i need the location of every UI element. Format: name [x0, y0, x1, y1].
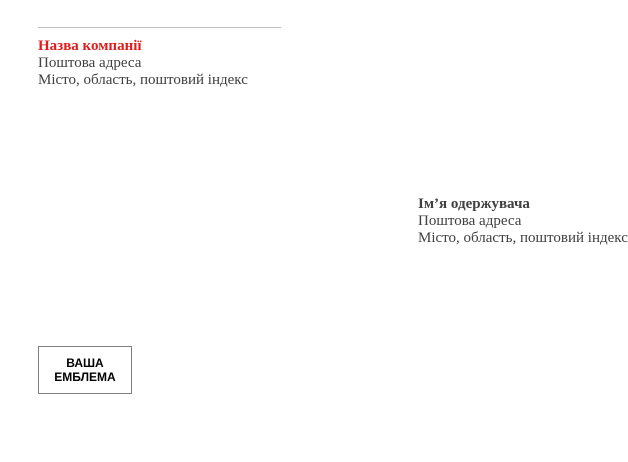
sender-postal-address: Поштова адреса [38, 55, 142, 71]
company-name: Назва компанії [38, 38, 142, 54]
sender-city-line: Місто, область, поштовий індекс [38, 72, 248, 88]
recipient-city-line: Місто, область, поштовий індекс [418, 230, 628, 246]
recipient-postal-address: Поштова адреса [418, 213, 522, 229]
recipient-name: Ім’я одержувача [418, 196, 530, 212]
header-divider [38, 27, 281, 28]
logo-text-line1: ВАША [66, 356, 104, 370]
logo-placeholder [38, 346, 132, 394]
recipient-address-block [418, 196, 628, 247]
sender-address-block [38, 38, 338, 89]
logo-text-line2: ЕМБЛЕМА [54, 370, 116, 384]
